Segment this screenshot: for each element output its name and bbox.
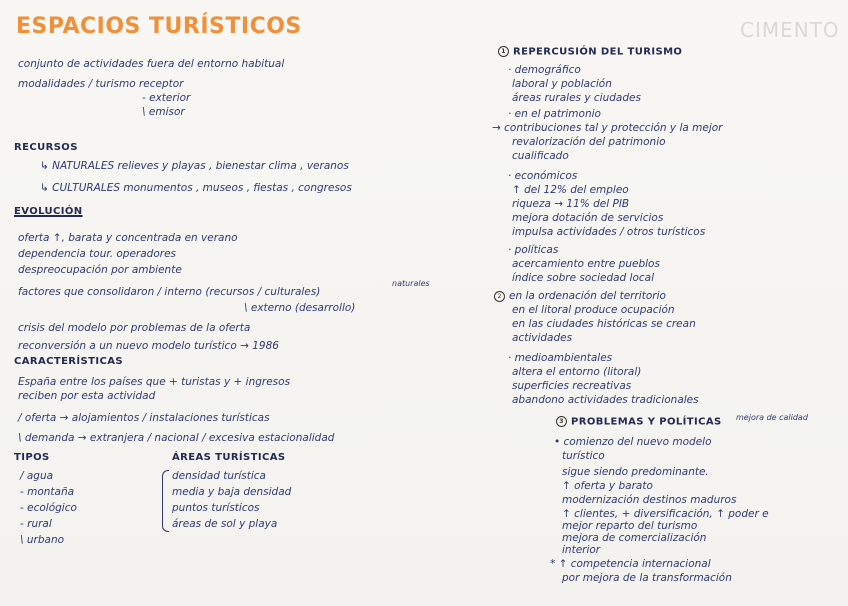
area-item: densidad turística xyxy=(172,470,266,482)
problemas-line-4: ↑ oferta y barato xyxy=(562,480,653,492)
ordenacion-heading xyxy=(494,290,666,302)
medioambientales-line-3: abandono actividades tradicionales xyxy=(512,394,699,406)
problemas-line-1: • comienzo del nuevo modelo xyxy=(554,436,712,448)
problemas-line-5: modernización destinos maduros xyxy=(562,494,737,506)
repercusion-heading-text: REPERCUSIÓN DEL TURISMO xyxy=(513,46,683,58)
demografico-line-2: áreas rurales y ciudades xyxy=(512,92,641,104)
problemas-line-2: turístico xyxy=(562,450,605,462)
modalidades-line: modalidades / turismo receptor xyxy=(18,78,184,90)
evolucion-line-5: \ externo (desarrollo) xyxy=(244,302,356,314)
area-item: puntos turísticos xyxy=(172,502,260,514)
circled-number-icon: 1 xyxy=(498,46,509,57)
patrimonio-heading: · en el patrimonio xyxy=(508,108,601,120)
evolucion-line-1: oferta ↑, barata y concentrada en verano xyxy=(18,232,238,244)
medioambientales-line-1: altera el entorno (litoral) xyxy=(512,366,642,378)
tipo-item: - montaña xyxy=(20,486,75,498)
definition-line: conjunto de actividades fuera del entorno habitual xyxy=(18,58,285,70)
problemas-line-3: sigue siendo predominante. xyxy=(562,466,709,478)
bleed-through-text: CIMENTO xyxy=(740,18,840,42)
problemas-line-10: * ↑ competencia internacional xyxy=(550,558,711,570)
tipos-heading: TIPOS xyxy=(14,452,50,463)
patrimonio-line-1: → contribuciones tal y protección y la mejor xyxy=(492,122,723,134)
economicos-heading: · económicos xyxy=(508,170,578,182)
evolucion-line-2: dependencia tour. operadores xyxy=(18,248,177,260)
evolucion-naturales-note: naturales xyxy=(392,279,430,288)
economicos-line-1: ↑ del 12% del empleo xyxy=(512,184,629,196)
tipo-item: - rural xyxy=(20,518,52,530)
patrimonio-line-3: cualificado xyxy=(512,150,569,162)
ordenacion-heading-text: en la ordenación del territorio xyxy=(509,290,666,302)
repercusion-heading xyxy=(498,46,682,58)
recursos-naturales: ↳ NATURALES relieves y playas , bienestar clima , veranos xyxy=(40,160,349,172)
caracteristicas-heading: CARACTERÍSTICAS xyxy=(14,356,123,367)
politicas-line-2: índice sobre sociedad local xyxy=(512,272,655,284)
circled-number-icon: 2 xyxy=(494,291,505,302)
modalidad-exterior: - exterior xyxy=(142,92,191,104)
economicos-line-4: impulsa actividades / otros turísticos xyxy=(512,226,706,238)
medioambientales-heading: · medioambientales xyxy=(508,352,613,364)
page-title: ESPACIOS TURÍSTICOS xyxy=(16,14,302,39)
recursos-culturales: ↳ CULTURALES monumentos , museos , fiestas , congresos xyxy=(40,182,352,194)
problemas-heading xyxy=(556,416,722,428)
evolucion-line-4: factores que consolidaron / interno (recursos / culturales) xyxy=(18,286,321,298)
evolucion-heading: EVOLUCIÓN xyxy=(14,206,83,217)
problemas-line-9: interior xyxy=(562,544,601,556)
problemas-line-6: ↑ clientes, + diversificación, ↑ poder e xyxy=(562,508,769,520)
evolucion-line-7: reconversión a un nuevo modelo turístico → 1986 xyxy=(18,340,279,352)
caracteristicas-line-2: reciben por esta actividad xyxy=(18,390,156,402)
modalidad-emisor: \ emisor xyxy=(142,106,185,118)
ordenacion-line-3: actividades xyxy=(512,332,573,344)
demografico-heading: · demográfico xyxy=(508,64,581,76)
economicos-line-3: mejora dotación de servicios xyxy=(512,212,664,224)
ordenacion-line-1: en el litoral produce ocupación xyxy=(512,304,675,316)
problemas-note: mejora de calidad xyxy=(736,413,808,422)
caracteristicas-demanda: \ demanda → extranjera / nacional / excesiva estacionalidad xyxy=(18,432,335,444)
medioambientales-line-2: superficies recreativas xyxy=(512,380,632,392)
areas-brace xyxy=(162,470,169,532)
evolucion-line-3: despreocupación por ambiente xyxy=(18,264,182,276)
ordenacion-line-2: en las ciudades históricas se crean xyxy=(512,318,696,330)
area-item: media y baja densidad xyxy=(172,486,292,498)
caracteristicas-line-1: España entre los países que + turistas y + ingresos xyxy=(18,376,291,388)
recursos-heading: RECURSOS xyxy=(14,142,78,153)
problemas-heading-text: PROBLEMAS Y POLÍTICAS xyxy=(571,416,722,428)
caracteristicas-oferta: / oferta → alojamientos / instalaciones turísticas xyxy=(18,412,270,424)
area-item: áreas de sol y playa xyxy=(172,518,278,530)
tipo-item: - ecológico xyxy=(20,502,77,514)
tipo-item: \ urbano xyxy=(20,534,65,546)
problemas-line-11: por mejora de la transformación xyxy=(562,572,732,584)
politicas-line-1: acercamiento entre pueblos xyxy=(512,258,660,270)
demografico-line-1: laboral y población xyxy=(512,78,612,90)
economicos-line-2: riqueza → 11% del PIB xyxy=(512,198,630,210)
tipo-item: / agua xyxy=(20,470,54,482)
problemas-line-7: mejor reparto del turismo xyxy=(562,520,698,532)
evolucion-line-6: crisis del modelo por problemas de la oferta xyxy=(18,322,251,334)
circled-number-icon: 3 xyxy=(556,416,567,427)
politicas-heading: · políticas xyxy=(508,244,559,256)
patrimonio-line-2: revalorización del patrimonio xyxy=(512,136,666,148)
problemas-line-8: mejora de comercialización xyxy=(562,532,707,544)
areas-heading: ÁREAS TURÍSTICAS xyxy=(172,452,286,463)
